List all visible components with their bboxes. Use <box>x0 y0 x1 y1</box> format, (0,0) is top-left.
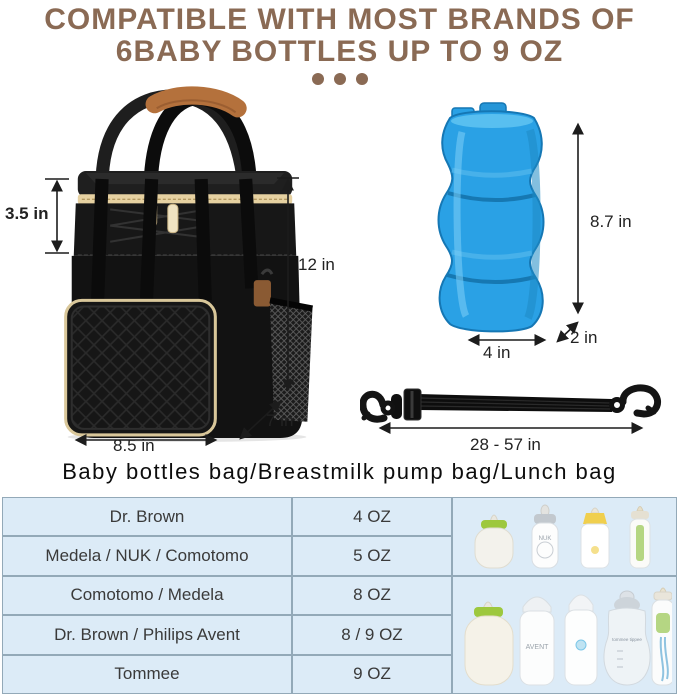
cooler-bag-photo <box>50 86 320 442</box>
brand-cell: Dr. Brown <box>3 498 291 535</box>
comotomo-bottle <box>465 602 513 685</box>
bottle-group-top-image <box>460 500 670 572</box>
svg-text:tommee tippee: tommee tippee <box>612 636 642 642</box>
dim-label-bag-upper-height: 3.5 in <box>5 204 49 223</box>
dim-label-strap-length: 28 - 57 in <box>470 435 541 454</box>
size-cell: 9 OZ <box>293 656 451 693</box>
bottle-group-bottom-image <box>457 581 672 689</box>
brand-cell: Comotomo / Medela <box>3 577 291 614</box>
svg-text:AVENT: AVENT <box>525 643 549 651</box>
page-title-line2: 6BABY BOTTLES UP TO 9 OZ <box>115 35 564 68</box>
brand-cell: Tommee <box>3 656 291 693</box>
tommee-tippee-bottle <box>604 591 650 685</box>
bottle-group-top <box>453 498 676 575</box>
dim-label-bag-depth: 7 in <box>266 411 294 430</box>
size-cell: 8 / 9 OZ <box>293 616 451 653</box>
bottle-group-bottom <box>453 577 676 693</box>
dim-label-icepack-width: 4 in <box>483 343 511 362</box>
brand-cell: Medela / NUK / Comotomo <box>3 537 291 574</box>
dim-label-icepack-depth: 2 in <box>570 328 598 347</box>
shoulder-strap-photo <box>360 378 668 430</box>
dr-browns-options-bottle <box>652 588 672 685</box>
dim-label-icepack-height: 8.7 in <box>590 212 632 231</box>
compatibility-table <box>2 497 677 694</box>
dot-icon <box>356 73 368 85</box>
product-caption: Baby bottles bag/Breastmilk pump bag/Lunch bag <box>62 459 617 484</box>
medela-bottle <box>581 508 609 568</box>
philips-natural-bottle <box>565 595 597 685</box>
size-cell: 8 OZ <box>293 577 451 614</box>
size-cell: 5 OZ <box>293 537 451 574</box>
avent-bottle <box>520 597 554 685</box>
nuk-bottle <box>532 505 558 568</box>
dot-icon <box>312 73 324 85</box>
page-title-line1: COMPATIBLE WITH MOST BRANDS OF <box>44 3 635 36</box>
dr-browns-bottle <box>630 507 650 569</box>
dot-icon <box>334 73 346 85</box>
ice-pack-photo <box>414 100 566 342</box>
dim-label-bag-width: 8.5 in <box>113 436 155 455</box>
dim-label-bag-height: 12 in <box>298 255 335 274</box>
comotomo-bottle <box>475 515 513 568</box>
brand-cell: Dr. Brown / Philips Avent <box>3 616 291 653</box>
size-cell: 4 OZ <box>293 498 451 535</box>
svg-text:NUK: NUK <box>538 536 551 543</box>
